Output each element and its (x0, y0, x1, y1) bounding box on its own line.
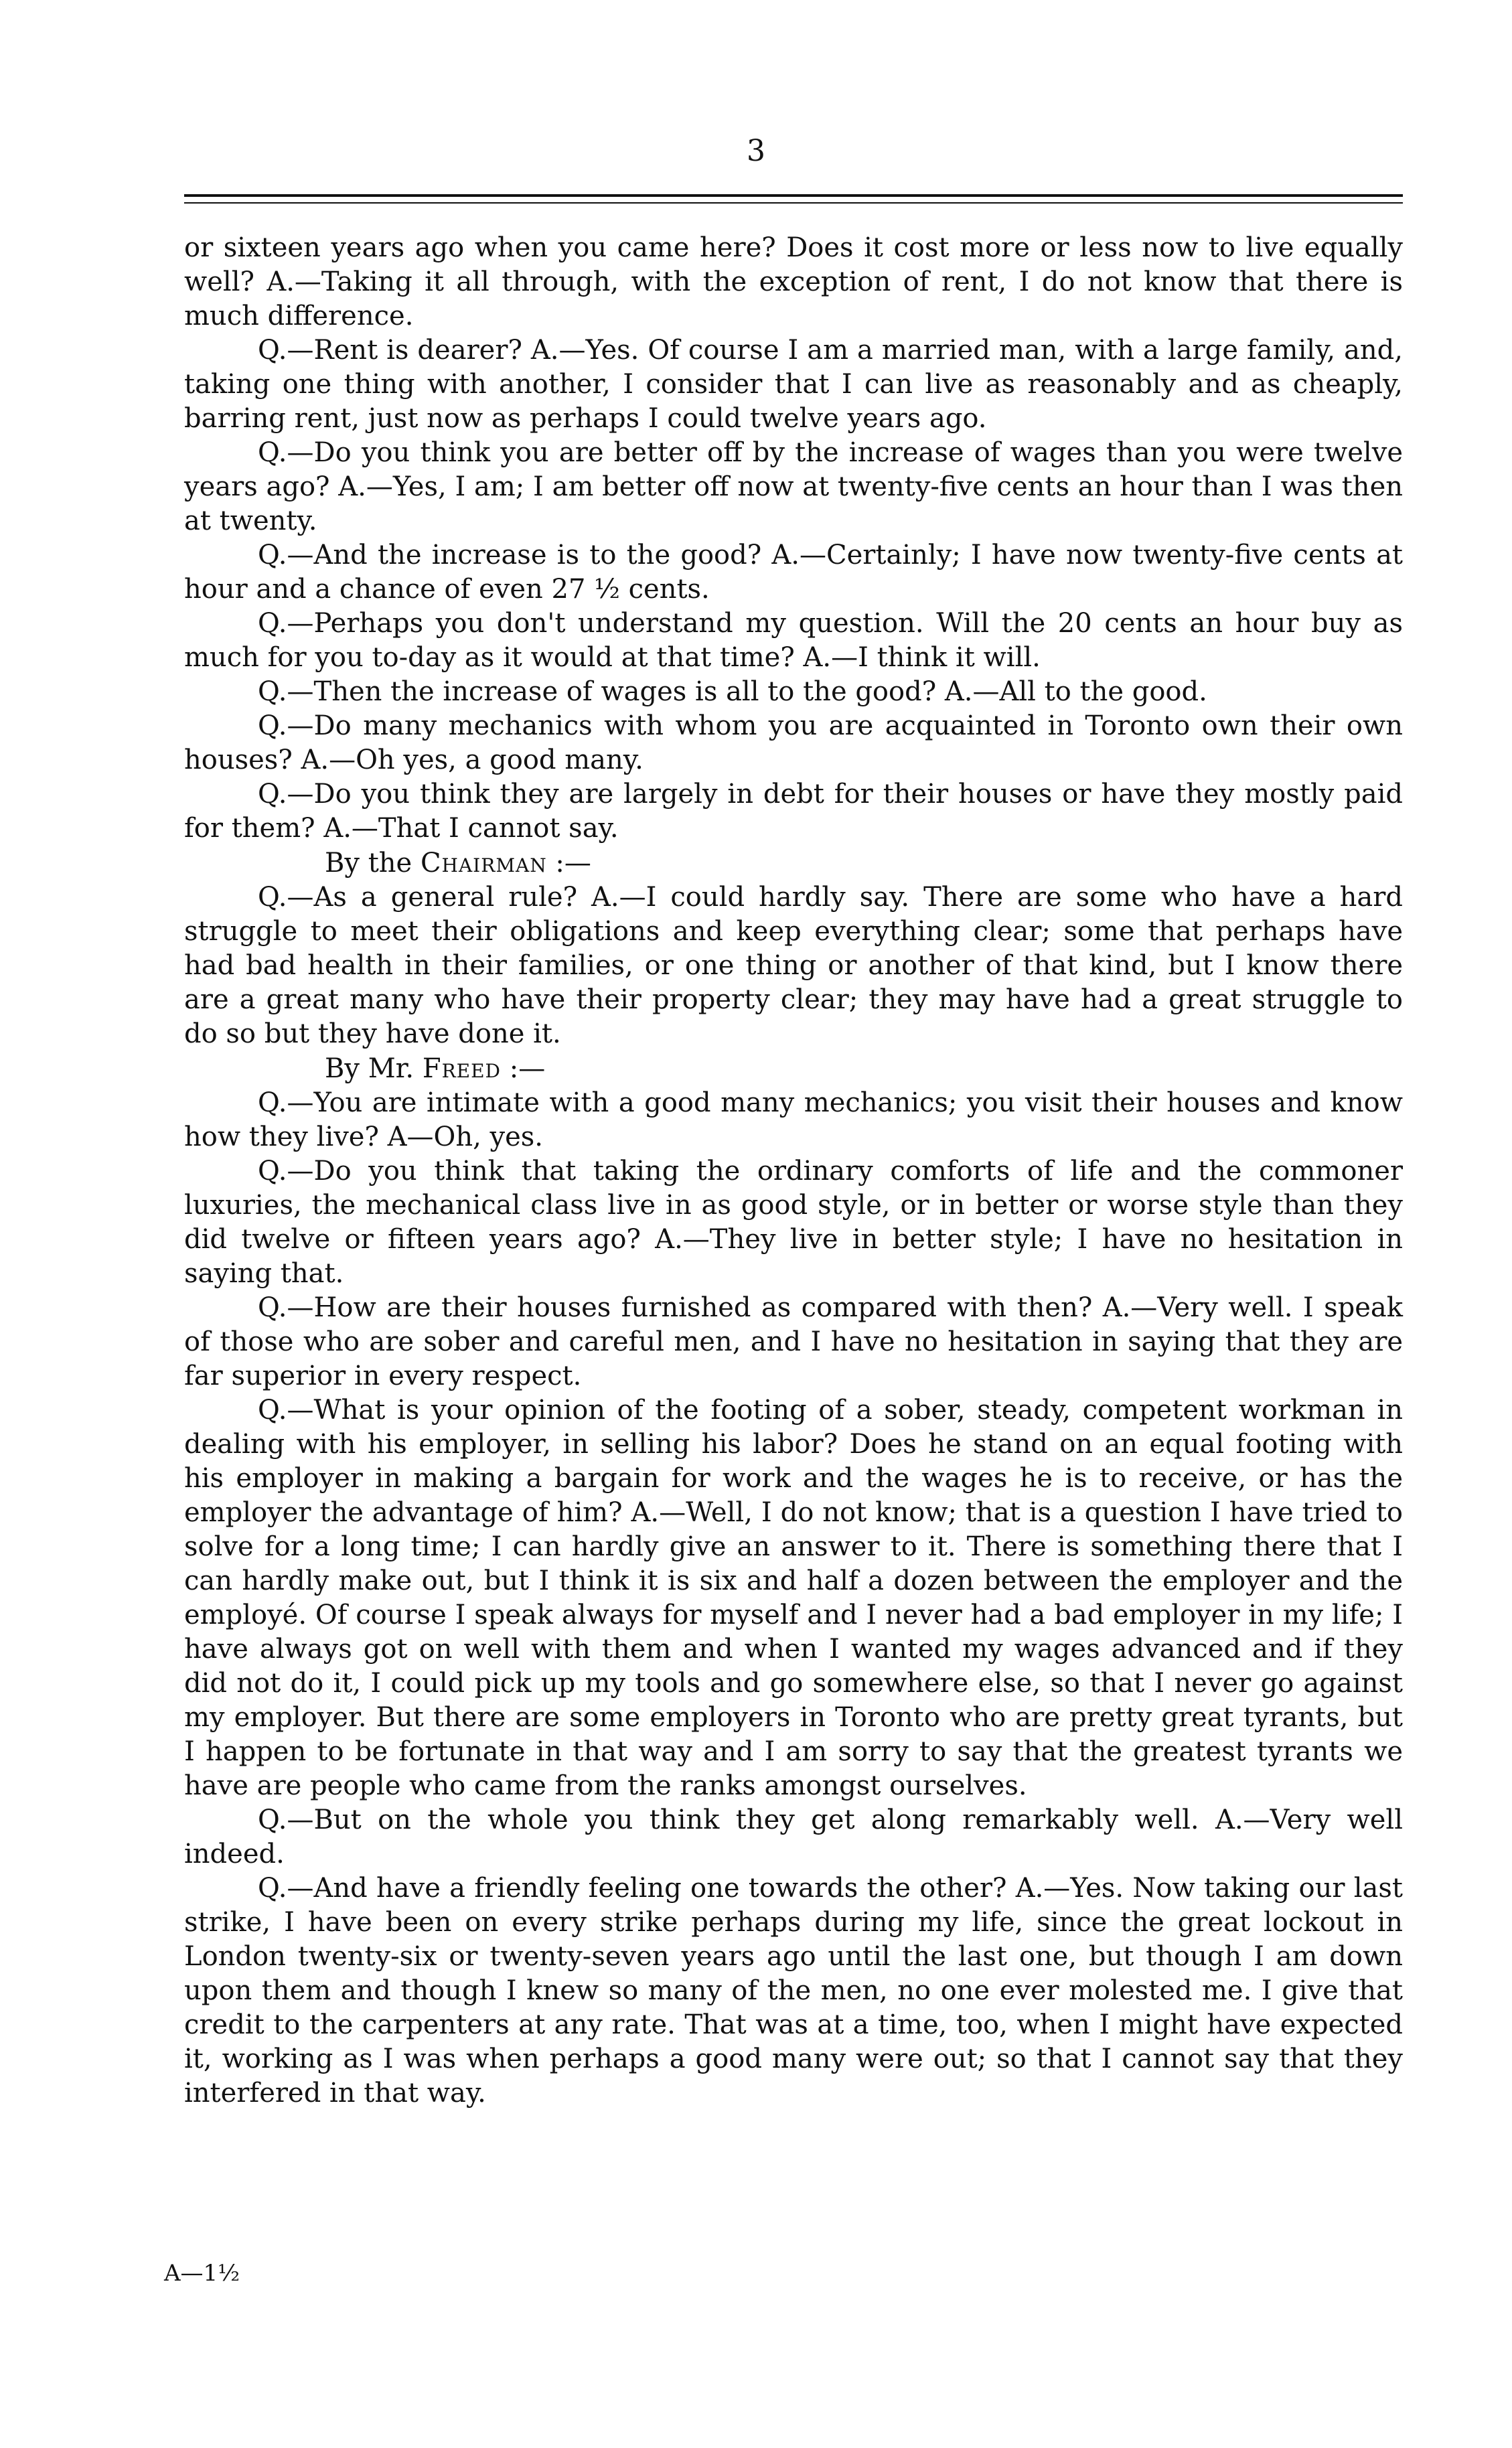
header-rule-thin (184, 202, 1403, 204)
paragraph: Q.—Then the increase of wages is all to the good? A.—All to the good. (258, 676, 1207, 707)
paragraph: Q.—You are intimate with a good many mechanics; you visit their houses and know how they live? A—Oh, yes. (184, 1087, 1403, 1152)
paragraph: Q.—Do you think they are largely in debt for their houses or have they mostly paid for them? A.—That I cannot say. (184, 779, 1403, 844)
paragraph: Q.—What is your opinion of the footing of a sober, steady, competent workman in dealing with his employer, in selling his labor? Does he stand on an equal footing with his employer in making a bargain for work and the wages he is to receive, or has the employer the advantage of him? A.—Well, I do not know; that is a question I have tried to solve for a long time; I can hardly give an answer to it. There is something there that I can hardly make out, but I think it is six and half a dozen between the employer and the employé. Of course I speak always for myself and I never had a bad employer in my life; I have always got on well with them and when I wanted my wages advanced and if they did not do it, I could pick up my tools and go somewhere else, so that I never go against my employer. But there are some employers in Toronto who are pretty great tyrants, but I happen to be fortunate in that way and I am sorry to say that the greatest tyrants we have are people who came from the ranks amongst ourselves. (184, 1395, 1403, 1801)
speaker-prefix: By Mr. (325, 1053, 423, 1084)
paragraph: or sixteen years ago when you came here? Does it cost more or less now to live equally well? A.—Taking it all through, with the exception of rent, I do not know that there is much difference. (184, 232, 1403, 331)
speaker-suffix: :— (546, 848, 591, 878)
paragraph: Q.—How are their houses furnished as compared with then? A.—Very well. I speak of those who are sober and careful men, and I have no hesitation in saying that they are far superior in every respect. (184, 1292, 1403, 1391)
speaker-name: Freed (422, 1053, 501, 1084)
speaker-suffix: :— (501, 1053, 546, 1084)
paragraph: Q.—Do many mechanics with whom you are acquainted in Toronto own their own houses? A.—Oh yes, a good many. (184, 710, 1403, 775)
paragraph: Q.—Rent is dearer? A.—Yes. Of course I am a married man, with a large family, and, taking one thing with another, I consider that I can live as reasonably and as cheaply, barring rent, just now as perhaps I could twelve years ago. (184, 335, 1403, 434)
paragraph: Q.—Perhaps you don't understand my question. Will the 20 cents an hour buy as much for you to-day as it would at that time? A.—I think it will. (184, 608, 1403, 673)
paragraph: Q.—And the increase is to the good? A.—Certainly; I have now twenty-five cents at hour and a chance of even 27 ½ cents. (184, 540, 1403, 605)
printer-signature: A—1½ (164, 2260, 240, 2287)
speaker-name: Chairman (420, 848, 547, 878)
paragraph: Q.—As a general rule? A.—I could hardly say. There are some who have a hard struggle to meet their obligations and keep everything clear; some that perhaps have had bad health in their families, or one thing or another of that kind, but I know there are a great many who have their property clear; they may have had a great struggle to do so but they have done it. (184, 882, 1403, 1049)
speaker-heading-chairman (184, 846, 1403, 881)
body-text (184, 231, 1403, 2111)
paragraph: Q.—Do you think you are better off by the increase of wages than you were twelve years ago? A.—Yes, I am; I am better off now at twenty-five cents an hour than I was then at twenty. (184, 437, 1403, 536)
page-number: 3 (747, 134, 765, 168)
speaker-prefix: By the (325, 848, 421, 878)
paragraph: Q.—Do you think that taking the ordinary comforts of life and the commoner luxuries, the mechanical class live in as good style, or in better or worse style than they did twelve or fifteen years ago? A.—They live in better style; I have no hesitation in saying that. (184, 1156, 1403, 1289)
paragraph: Q.—And have a friendly feeling one towards the other? A.—Yes. Now taking our last strike, I have been on every strike perhaps during my life, since the great lockout in London twenty-six or twenty-seven years ago until the last one, but though I am down upon them and though I knew so many of the men, no one ever molested me. I give that credit to the carpenters at any rate. That was at a time, too, when I might have expected it, working as I was when perhaps a good many were out; so that I cannot say that they interfered in that way. (184, 1873, 1403, 2109)
speaker-heading-freed (184, 1051, 1403, 1086)
header-rule-thick (184, 194, 1403, 197)
paragraph: Q.—But on the whole you think they get along remarkably well. A.—Very well indeed. (184, 1805, 1403, 1869)
